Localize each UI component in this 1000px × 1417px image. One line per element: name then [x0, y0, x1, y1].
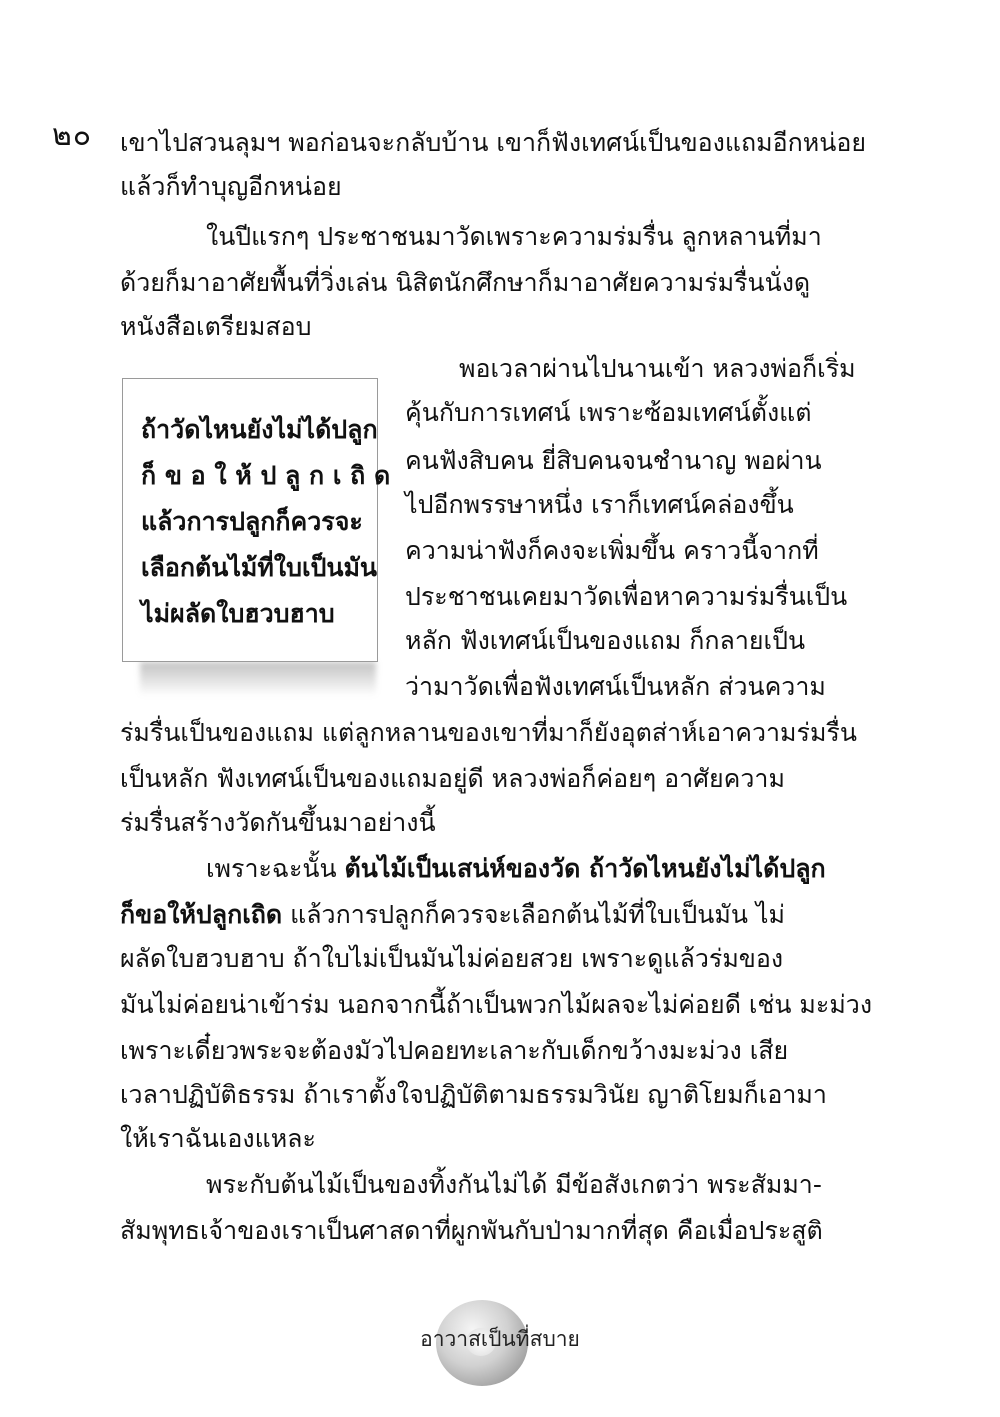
- text-line: เขาไปสวนลุมฯ พอก่อนจะกลับบ้าน เขาก็ฟังเทศน์เป็นของแถมอีกหน่อย: [120, 128, 866, 157]
- footer-book-title: อาวาสเป็นที่สบาย: [420, 1327, 580, 1351]
- pullquote-line: ก็ ข อ ใ ห้ ป ลู ก เ ถิ ด: [141, 461, 391, 490]
- pullquote-line: ถ้าวัดไหนยังไม่ได้ปลูก: [141, 415, 378, 444]
- text-line: ว่ามาวัดเพื่อฟังเทศน์เป็นหลัก ส่วนความ: [405, 672, 826, 701]
- text-line: ประชาชนเคยมาวัดเพื่อหาความร่มรื่นเป็น: [405, 582, 848, 611]
- text-line: มันไม่ค่อยน่าเข้าร่ม นอกจากนี้ถ้าเป็นพวกไม้ผลจะไม่ค่อยดี เช่น มะม่วง: [120, 990, 873, 1019]
- pullquote-shadow: [140, 662, 376, 696]
- paragraph-rest: แล้วการปลูกก็ควรจะเลือกต้นไม้ที่ใบเป็นมัน ไม่: [282, 900, 785, 929]
- pullquote-box: [122, 378, 391, 662]
- pullquote-line: เลือกต้นไม้ที่ใบเป็นมัน: [141, 553, 378, 582]
- text-line: ความน่าฟังก็คงจะเพิ่มขึ้น คราวนี้จากที่: [405, 536, 819, 565]
- text-line: ไปอีกพรรษาหนึ่ง เราก็เทศน์คล่องขึ้น: [405, 490, 794, 519]
- text-line: [120, 898, 848, 932]
- text-line: เวลาปฏิบัติธรรม ถ้าเราตั้งใจปฏิบัติตามธรรมวินัย ญาติโยมก็เอามา: [120, 1080, 827, 1109]
- text-line: พระกับต้นไม้เป็นของทิ้งกันไม่ได้ มีข้อสังเกตว่า พระสัมมา-: [206, 1170, 822, 1199]
- pullquote-line: ไม่ผลัดใบฮวบฮาบ: [141, 599, 335, 628]
- text-line: [120, 852, 848, 886]
- text-line: พอเวลาผ่านไปนานเข้า หลวงพ่อก็เริ่ม: [459, 354, 856, 383]
- text-line: หนังสือเตรียมสอบ: [120, 312, 312, 341]
- text-line: เป็นหลัก ฟังเทศน์เป็นของแถมอยู่ดี หลวงพ่อก็ค่อยๆ อาศัยความ: [120, 764, 785, 793]
- text-line: ให้เราฉันเองแหละ: [120, 1124, 316, 1153]
- page-number: ๒๐: [52, 118, 93, 153]
- text-line: หลัก ฟังเทศน์เป็นของแถม ก็กลายเป็น: [405, 626, 806, 655]
- text-line: ผลัดใบฮวบฮาบ ถ้าใบไม่เป็นมันไม่ค่อยสวย เพราะดูแล้วร่มของ: [120, 944, 784, 973]
- text-line: แล้วก็ทำบุญอีกหน่อย: [120, 172, 342, 201]
- text-line: ร่มรื่นสร้างวัดกันขึ้นมาอย่างนี้: [120, 808, 436, 837]
- text-line: คุ้นกับการเทศน์ เพราะซ้อมเทศน์ตั้งแต่: [405, 398, 812, 427]
- text-line: เพราะเดี๋ยวพระจะต้องมัวไปคอยทะเลาะกับเด็กขว้างมะม่วง เสีย: [120, 1036, 789, 1065]
- bold-emphasis: ต้นไม้เป็นเสน่ห์ของวัด ถ้าวัดไหนยังไม่ได้ปลูก: [344, 854, 826, 883]
- bold-emphasis: ก็ขอให้ปลูกเถิด: [120, 900, 283, 929]
- text-line: ด้วยก็มาอาศัยพื้นที่วิ่งเล่น นิสิตนักศึกษาก็มาอาศัยความร่มรื่นนั่งดู: [120, 268, 811, 297]
- text-line: สัมพุทธเจ้าของเราเป็นศาสดาที่ผูกพันกับป่ามากที่สุด คือเมื่อประสูติ: [120, 1216, 823, 1245]
- text-line: คนฟังสิบคน ยี่สิบคนจนชำนาญ พอผ่าน: [405, 446, 822, 475]
- text-line: ในปีแรกๆ ประชาชนมาวัดเพราะความร่มรื่น ลูกหลานที่มา: [206, 222, 822, 251]
- paragraph-lead: เพราะฉะนั้น: [206, 854, 345, 883]
- text-line: ร่มรื่นเป็นของแถม แต่ลูกหลานของเขาที่มาก็ยังอุตส่าห์เอาความร่มรื่น: [120, 718, 857, 747]
- pullquote-line: แล้วการปลูกก็ควรจะ: [141, 507, 363, 536]
